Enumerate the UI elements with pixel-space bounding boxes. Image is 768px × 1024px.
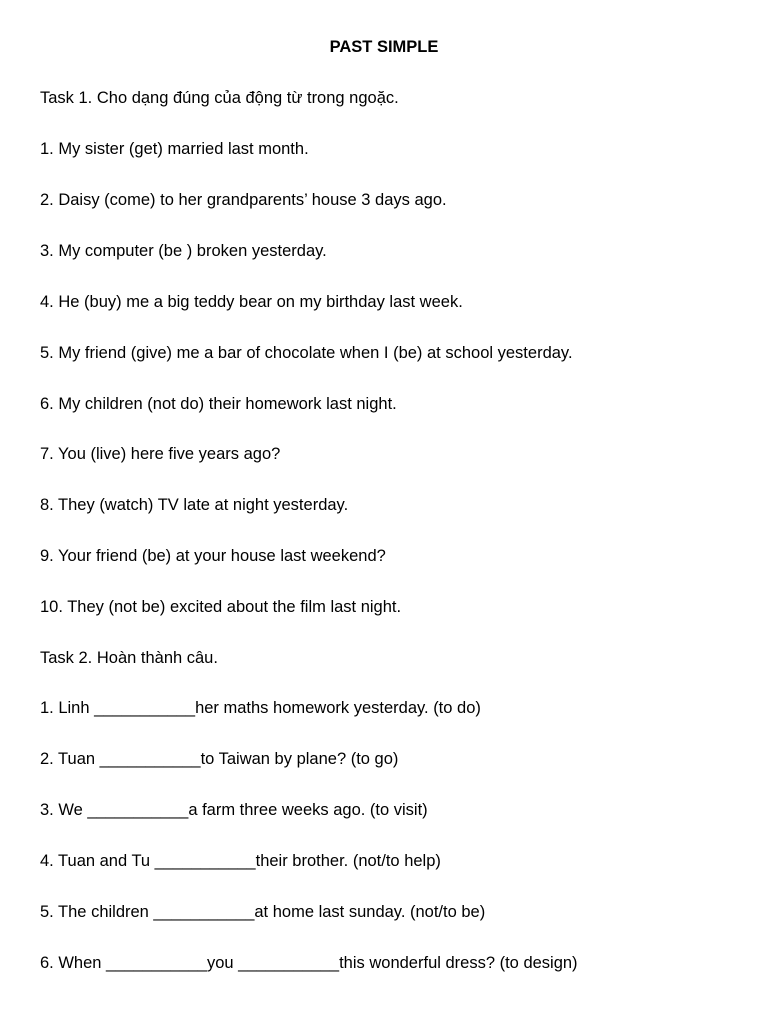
task1-item: 7. You (live) here five years ago?: [40, 445, 281, 463]
task2-heading: Task 2. Hoàn thành câu.: [40, 649, 218, 667]
page-title: PAST SIMPLE: [329, 38, 439, 56]
task2-item: 4. Tuan and Tu ___________their brother. (not/to help): [40, 852, 441, 870]
task1-item: 2. Daisy (come) to her grandparents’ house 3 days ago.: [40, 191, 447, 209]
task1-item: 5. My friend (give) me a bar of chocolate when I (be) at school yesterday.: [40, 344, 573, 362]
task2-item: 6. When ___________you ___________this wonderful dress? (to design): [40, 954, 578, 972]
task1-item: 8. They (watch) TV late at night yesterday.: [40, 496, 349, 514]
task2-item: 1. Linh ___________her maths homework yesterday. (to do): [40, 699, 481, 717]
task1-item: 10. They (not be) excited about the film last night.: [40, 598, 402, 616]
task1-item: 6. My children (not do) their homework last night.: [40, 395, 397, 413]
task2-item: 5. The children ___________at home last sunday. (not/to be): [40, 903, 486, 921]
task1-item: 1. My sister (get) married last month.: [40, 140, 309, 158]
task1-heading: Task 1. Cho dạng đúng của động từ trong ngoặc.: [40, 89, 399, 107]
task1-item: 4. He (buy) me a big teddy bear on my birthday last week.: [40, 293, 463, 311]
task1-item: 3. My computer (be ) broken yesterday.: [40, 242, 327, 260]
task1-item: 9. Your friend (be) at your house last weekend?: [40, 547, 386, 565]
task2-item: 2. Tuan ___________to Taiwan by plane? (to go): [40, 750, 399, 768]
task2-item: 3. We ___________a farm three weeks ago. (to visit): [40, 801, 428, 819]
